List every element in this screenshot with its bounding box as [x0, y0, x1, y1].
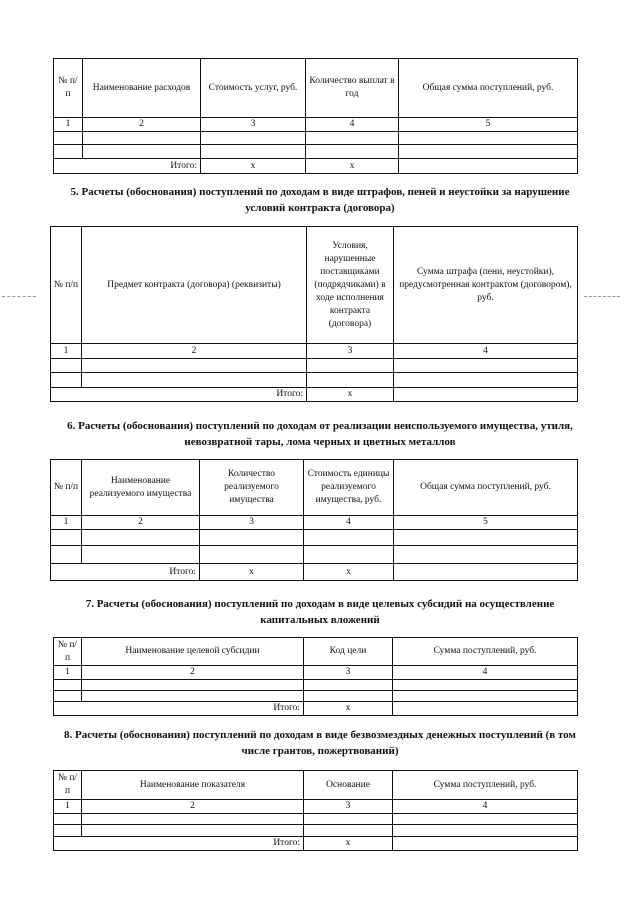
empty-cell[interactable]: [393, 825, 578, 837]
total-sum-cell[interactable]: [393, 837, 578, 851]
col-header-fine-sum: Сумма штрафа (пени, неустойки), предусмотренная контрактом (договором), руб.: [394, 227, 578, 344]
empty-cell[interactable]: [200, 530, 304, 546]
table-header-row: [54, 771, 578, 800]
total-sum-cell[interactable]: [394, 388, 578, 402]
col-header-property-quantity: Количество реализуемого имущества: [200, 460, 304, 516]
empty-cell[interactable]: [51, 546, 82, 564]
empty-cell[interactable]: [304, 530, 394, 546]
col-header-service-cost: Стоимость услуг, руб.: [201, 59, 306, 118]
col-header-payments-count: Количество выплат в год: [306, 59, 399, 118]
section-7-title: 7. Расчеты (обоснования) поступлений по доходам в виде целевых субсидий на осуществление капитальных вложений: [85, 598, 555, 626]
table-row: [54, 814, 578, 825]
table-row: [54, 825, 578, 837]
col-num-5: 5: [399, 118, 578, 132]
table-row: [51, 373, 578, 388]
col-header-target-code: Код цели: [304, 638, 393, 666]
empty-cell[interactable]: [54, 680, 82, 691]
empty-cell[interactable]: [83, 145, 201, 159]
empty-cell[interactable]: [394, 373, 578, 388]
col-header-num: № п/п: [51, 460, 82, 516]
column-number-row: [51, 516, 578, 530]
total-row: [54, 159, 578, 174]
empty-cell[interactable]: [51, 359, 82, 373]
col-header-violated-terms: Условия, нарушенные поставщиками (подрядчиками) в ходе исполнения контракта (договора): [307, 227, 394, 344]
empty-cell[interactable]: [54, 814, 82, 825]
col-num-3: 3: [304, 800, 393, 814]
empty-cell[interactable]: [304, 825, 393, 837]
empty-cell[interactable]: [306, 145, 399, 159]
table-row: [51, 359, 578, 373]
total-label: Итого:: [54, 702, 304, 716]
table-row: [54, 680, 578, 691]
total-row: [51, 388, 578, 402]
empty-cell[interactable]: [393, 680, 578, 691]
col-num-3: 3: [200, 516, 304, 530]
col-header-sum: Сумма поступлений, руб.: [393, 638, 578, 666]
empty-cell[interactable]: [51, 373, 82, 388]
total-cell: х: [200, 564, 304, 581]
empty-cell[interactable]: [399, 145, 578, 159]
col-num-2: 2: [82, 666, 304, 680]
empty-cell[interactable]: [306, 132, 399, 145]
empty-cell[interactable]: [54, 145, 83, 159]
empty-cell[interactable]: [394, 530, 578, 546]
table-fines: [50, 226, 578, 402]
empty-cell[interactable]: [393, 691, 578, 702]
col-header-num: № п/п: [54, 638, 82, 666]
col-num-3: 3: [304, 666, 393, 680]
empty-cell[interactable]: [51, 530, 82, 546]
empty-cell[interactable]: [82, 546, 200, 564]
col-num-4: 4: [394, 344, 578, 359]
empty-cell[interactable]: [304, 691, 393, 702]
empty-cell[interactable]: [82, 680, 304, 691]
table-row: [54, 145, 578, 159]
col-num-1: 1: [51, 516, 82, 530]
table-services: [53, 58, 578, 174]
col-header-total-sum: Общая сумма поступлений, руб.: [399, 59, 578, 118]
col-num-2: 2: [83, 118, 201, 132]
col-num-4: 4: [304, 516, 394, 530]
total-label: Итого:: [51, 564, 200, 581]
empty-cell[interactable]: [304, 814, 393, 825]
col-num-1: 1: [51, 344, 82, 359]
empty-cell[interactable]: [394, 546, 578, 564]
col-header-total-sum: Общая сумма поступлений, руб.: [394, 460, 578, 516]
scan-mark-left: [2, 296, 36, 297]
column-number-row: [51, 344, 578, 359]
empty-cell[interactable]: [82, 814, 304, 825]
section-5-title: 5. Расчеты (обоснования) поступлений по доходам в виде штрафов, пеней и неустойки за нарушение условий контракта (договора): [70, 186, 570, 214]
col-num-1: 1: [54, 118, 83, 132]
table-gratuitous-receipts: [53, 770, 578, 851]
total-sum-cell[interactable]: [399, 159, 578, 174]
total-label: Итого:: [51, 388, 307, 402]
empty-cell[interactable]: [201, 132, 306, 145]
empty-cell[interactable]: [82, 825, 304, 837]
total-sum-cell[interactable]: [393, 702, 578, 716]
col-header-num: № п/п: [54, 771, 82, 800]
col-num-2: 2: [82, 516, 200, 530]
empty-cell[interactable]: [82, 530, 200, 546]
scan-mark-right: [584, 296, 620, 297]
col-header-unit-cost: Стоимость единицы реализуемого имущества, руб.: [304, 460, 394, 516]
col-num-5: 5: [394, 516, 578, 530]
total-row: [51, 564, 578, 581]
total-cell: х: [304, 837, 393, 851]
col-num-1: 1: [54, 800, 82, 814]
table-header-row: [51, 227, 578, 344]
table-target-subsidies: [53, 637, 578, 716]
table-property-sale: [50, 459, 578, 581]
col-header-expense-name: Наименование расходов: [83, 59, 201, 118]
empty-cell[interactable]: [307, 359, 394, 373]
total-label: Итого:: [54, 837, 304, 851]
col-num-2: 2: [82, 800, 304, 814]
table-row: [54, 132, 578, 145]
col-num-4: 4: [306, 118, 399, 132]
col-header-num: № п/п: [51, 227, 82, 344]
total-cell: х: [307, 388, 394, 402]
col-num-1: 1: [54, 666, 82, 680]
total-cell: х: [306, 159, 399, 174]
col-header-indicator-name: Наименование показателя: [82, 771, 304, 800]
table-header-row: [54, 638, 578, 666]
col-header-contract-subject: Предмет контракта (договора) (реквизиты): [82, 227, 307, 344]
col-header-property-name: Наименование реализуемого имущества: [82, 460, 200, 516]
table-row: [51, 530, 578, 546]
empty-cell[interactable]: [82, 359, 307, 373]
total-row: [54, 702, 578, 716]
table-row: [51, 546, 578, 564]
empty-cell[interactable]: [304, 680, 393, 691]
table-header-row: [54, 59, 578, 118]
empty-cell[interactable]: [307, 373, 394, 388]
empty-cell[interactable]: [393, 814, 578, 825]
total-cell: х: [304, 702, 393, 716]
col-num-2: 2: [82, 344, 307, 359]
column-number-row: [54, 800, 578, 814]
empty-cell[interactable]: [201, 145, 306, 159]
total-label: Итого:: [54, 159, 201, 174]
table-header-row: [51, 460, 578, 516]
total-cell: х: [201, 159, 306, 174]
col-num-4: 4: [393, 666, 578, 680]
empty-cell[interactable]: [200, 546, 304, 564]
empty-cell[interactable]: [394, 359, 578, 373]
col-num-3: 3: [307, 344, 394, 359]
section-8-title: 8. Расчеты (обоснования) поступлений по доходам в виде безвозмездных денежных поступлений (в том числе грантов, пожертвований): [64, 729, 576, 757]
total-cell: х: [304, 564, 394, 581]
column-number-row: [54, 118, 578, 132]
section-6-title: 6. Расчеты (обоснования) поступлений по доходам от реализации неиспользуемого имущества, утиля, невозвратной тары, лома черных и цветных металлов: [67, 420, 573, 448]
table-row: [54, 691, 578, 702]
col-header-basis: Основание: [304, 771, 393, 800]
column-number-row: [54, 666, 578, 680]
total-sum-cell[interactable]: [394, 564, 578, 581]
empty-cell[interactable]: [83, 132, 201, 145]
col-header-num: № п/п: [54, 59, 83, 118]
empty-cell[interactable]: [304, 546, 394, 564]
empty-cell[interactable]: [399, 132, 578, 145]
col-header-sum: Сумма поступлений, руб.: [393, 771, 578, 800]
empty-cell[interactable]: [82, 373, 307, 388]
empty-cell[interactable]: [54, 825, 82, 837]
col-num-4: 4: [393, 800, 578, 814]
col-num-3: 3: [201, 118, 306, 132]
empty-cell[interactable]: [54, 691, 82, 702]
total-row: [54, 837, 578, 851]
empty-cell[interactable]: [82, 691, 304, 702]
col-header-subsidy-name: Наименование целевой субсидии: [82, 638, 304, 666]
empty-cell[interactable]: [54, 132, 83, 145]
